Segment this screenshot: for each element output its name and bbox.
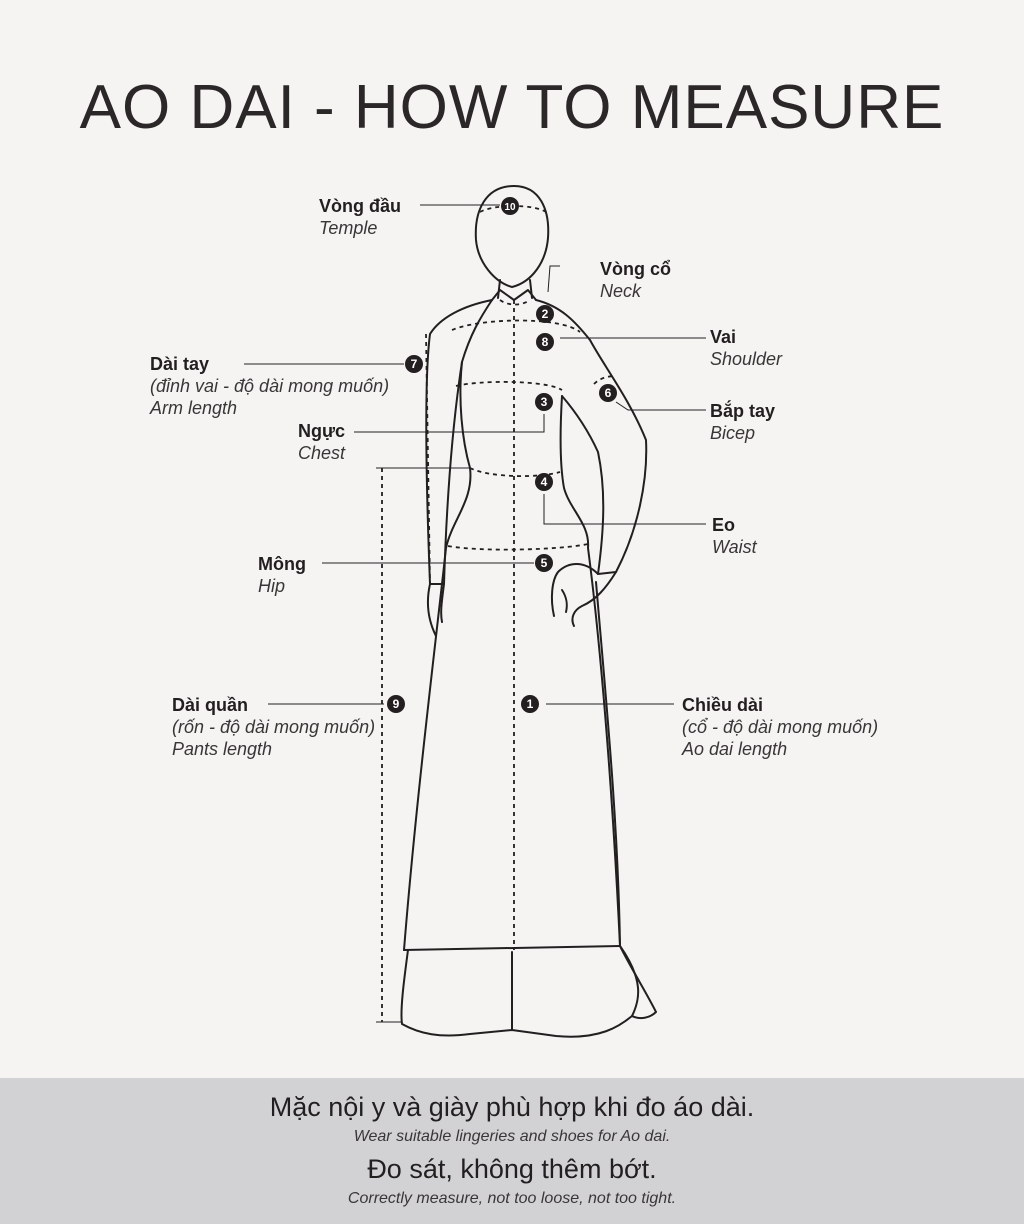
marker-10 [501,197,519,215]
page-title: AO DAI - HOW TO MEASURE [79,73,945,142]
label-waist: Eo Waist [712,515,757,557]
svg-text:10: 10 [504,202,516,213]
footer-line-en-2: Correctly measure, not too loose, not too tight. [347,1190,677,1207]
left-sleeve [426,300,492,584]
marker-2 [536,305,554,323]
marker-9 [387,695,405,713]
svg-text:3: 3 [540,395,548,409]
label-arm-length: Dài tay (đỉnh vai - độ dài mong muốn) Arm length [150,354,390,418]
label-bicep: Bắp tay Bicep [710,401,776,443]
marker-3 [535,393,553,411]
svg-text:7: 7 [410,357,418,371]
svg-text:8: 8 [541,335,549,349]
label-temple: Vòng đầu Temple [319,196,401,238]
footer-line-en-1: Wear suitable lingeries and shoes for Ao dai. [353,1128,671,1145]
label-neck: Vòng cổ Neck [600,259,671,301]
marker-1 [521,695,539,713]
marker-5 [535,554,553,572]
footer-notes [0,1078,1024,1224]
svg-text:5: 5 [540,556,548,570]
marker-4 [535,473,553,491]
svg-text:6: 6 [604,386,612,400]
label-chest: Ngực Chest [298,421,346,463]
svg-text:9: 9 [392,697,400,711]
svg-text:4: 4 [540,475,548,489]
trousers [401,946,638,1037]
label-ao-dai-length: Chiều dài (cổ - độ dài mong muốn) Ao dai length [682,695,879,759]
marker-6 [599,384,617,402]
footer-line-vi-1: Mặc nội y và giày phù hợp khi đo áo dài. [269,1092,755,1122]
label-pants-length: Dài quần (rốn - độ dài mong muốn) Pants length [172,695,376,759]
svg-text:2: 2 [541,307,549,321]
marker-8 [536,333,554,351]
marker-7 [405,355,423,373]
footer-line-vi-2: Đo sát, không thêm bớt. [367,1154,657,1184]
label-shoulder: Vai Shoulder [710,327,783,369]
svg-text:1: 1 [526,697,534,711]
label-hip: Mông Hip [258,554,306,596]
